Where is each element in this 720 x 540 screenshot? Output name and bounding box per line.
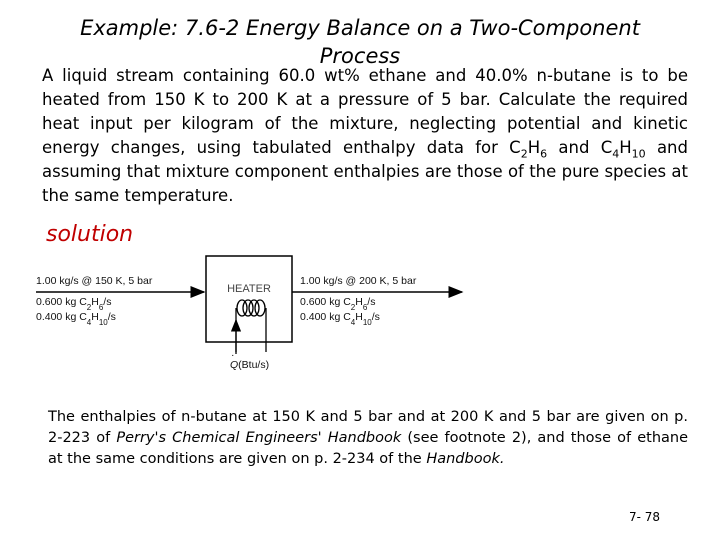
inlet-line-3: 0.400 kg $C_4H_{10}/s$: [36, 311, 116, 327]
inlet-line-1: 1.00 kg/s @ 150 K, 5 bar: [36, 275, 153, 287]
outlet-line-3: 0.400 kg $C_4H_{10}/s$: [300, 311, 380, 327]
slide-title: Example: 7.6-2 Energy Balance on a Two-Component Process: [80, 16, 640, 68]
problem-statement: A liquid stream containing 60.0 wt% ethane and 40.0% n-butane is to be heated from 150 K to 200 K at a pressure of 5 bar. Calculate the required heat input per kilogram of the mixture, neglecting potential and kinetic energy changes, using tabulated enthalpy data for $C_2H_6$ and $C_4H_{10}$ and assuming that mixture component enthalpies are those of the pure species at the same temperature.: [42, 66, 688, 205]
heater-label: HEATER: [227, 283, 271, 295]
outlet-line-1: 1.00 kg/s @ 200 K, 5 bar: [300, 275, 417, 287]
heat-input-label: Q(Btu/s): [230, 359, 270, 371]
solution-label: solution: [46, 222, 134, 247]
q-dot: ·: [231, 349, 235, 361]
inlet-line-2: 0.600 kg $C_2H_6/s$: [36, 296, 112, 312]
heater-process-diagram: [30, 250, 490, 390]
outlet-line-2: 0.600 kg $C_2H_6/s$: [300, 296, 376, 312]
page-number: 7- 78: [628, 510, 660, 524]
heater-box: [206, 256, 292, 342]
footnote-text: The enthalpies of n-butane at 150 K and 5 bar and at 200 K and 5 bar are given on p. 2-223 of Perry's Chemical Engineers' Handbook (see footnote 2), and those of ethane at the same conditions are given on p. 2-234 of the Handbook.: [48, 409, 688, 467]
